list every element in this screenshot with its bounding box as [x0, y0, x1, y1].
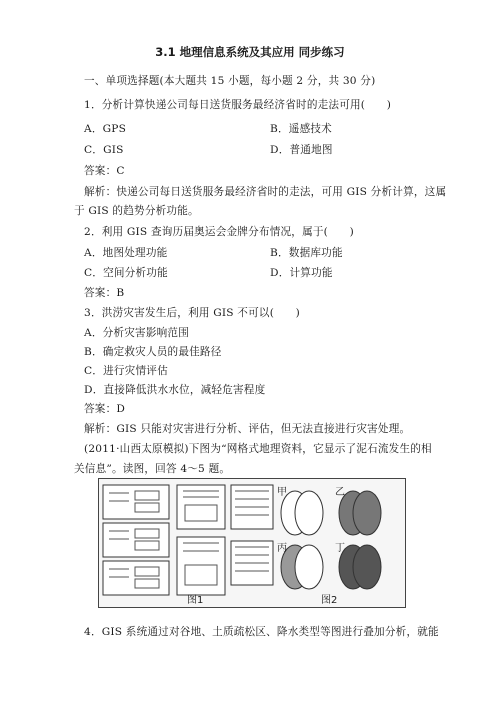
- question-3-option-a: A．分析灾害影响范围: [84, 327, 189, 339]
- section-heading: 一、单项选择题(本大题共 15 小题，每小题 2 分，共 30 分): [84, 75, 376, 87]
- question-3-option-c: C．进行灾情评估: [84, 365, 168, 377]
- question-4-stem: 4．GIS 系统通过对谷地、土质疏松区、降水类型等图进行叠加分析，就能: [84, 626, 439, 638]
- question-1-option-a: A．GPS: [84, 123, 127, 135]
- figure-1-label: 图1: [187, 595, 204, 606]
- fig1-panel-top-left: [103, 485, 169, 519]
- venn-label-3: 丙: [277, 543, 287, 554]
- mudslide-figure: [98, 478, 406, 608]
- question-1-option-c: C．GIS: [84, 144, 124, 156]
- question-2-option-d: D．计算功能: [270, 267, 333, 279]
- figure-intro-line-2: 关信息”。读图，回答 4～5 题。: [74, 463, 231, 475]
- question-3-option-b: B．确定救灾人员的最佳路径: [84, 346, 222, 358]
- question-3-option-d: D．直接降低洪水水位，减轻危害程度: [84, 384, 266, 396]
- question-3-answer: 答案：D: [84, 403, 126, 415]
- figure-drawing: [99, 479, 405, 607]
- question-1-stem: 1．分析计算快递公司每日送货服务最经济省时的走法可用( ): [84, 99, 392, 111]
- fig2-venn-bottom-left: [281, 545, 323, 589]
- question-1-option-b: B．遥感技术: [270, 123, 332, 135]
- question-3-stem: 3．洪涝灾害发生后，利用 GIS 不可以( ): [84, 307, 300, 319]
- question-1-option-d: D．普通地图: [270, 144, 333, 156]
- question-1-explanation-line-2: 于 GIS 的趋势分析功能。: [74, 205, 199, 217]
- question-2-option-a: A．地图处理功能: [84, 247, 168, 259]
- figure-intro-line-1: (2011·山西太原模拟)下图为“网格式地理资料，它显示了泥石流发生的相: [84, 443, 432, 455]
- venn-label-1: 甲: [277, 487, 287, 498]
- fig1-panel-top-center: [177, 485, 225, 529]
- question-2-answer: 答案：B: [84, 287, 125, 299]
- fig2-venn-top-right: [339, 491, 381, 535]
- venn-label-4: 丁: [335, 543, 345, 554]
- figure-2-label: 图2: [321, 595, 338, 606]
- fig2-venn-top-left: [281, 491, 323, 535]
- question-3-explanation: 解析：GIS 只能对灾害进行分析、评估，但无法直接进行灾害处理。: [84, 423, 411, 435]
- question-2-stem: 2．利用 GIS 查询历届奥运会金牌分布情况，属于( ): [84, 226, 354, 238]
- fig2-venn-bottom-right: [339, 545, 381, 589]
- fig1-panel-bottom-left: [103, 561, 169, 595]
- question-2-option-c: C．空间分析功能: [84, 267, 168, 279]
- question-1-explanation-line-1: 解析：快递公司每日送货服务最经济省时的走法，可用 GIS 分析计算，这属: [84, 186, 447, 198]
- question-2-option-b: B．数据库功能: [270, 247, 343, 259]
- venn-label-2: 乙: [335, 487, 345, 498]
- fig1-panel-bottom-center: [177, 537, 225, 595]
- question-1-answer: 答案：C: [84, 165, 125, 177]
- page-title: 3.1 地理信息系统及其应用 同步练习: [155, 45, 345, 59]
- fig1-panel-mid-left: [103, 523, 169, 557]
